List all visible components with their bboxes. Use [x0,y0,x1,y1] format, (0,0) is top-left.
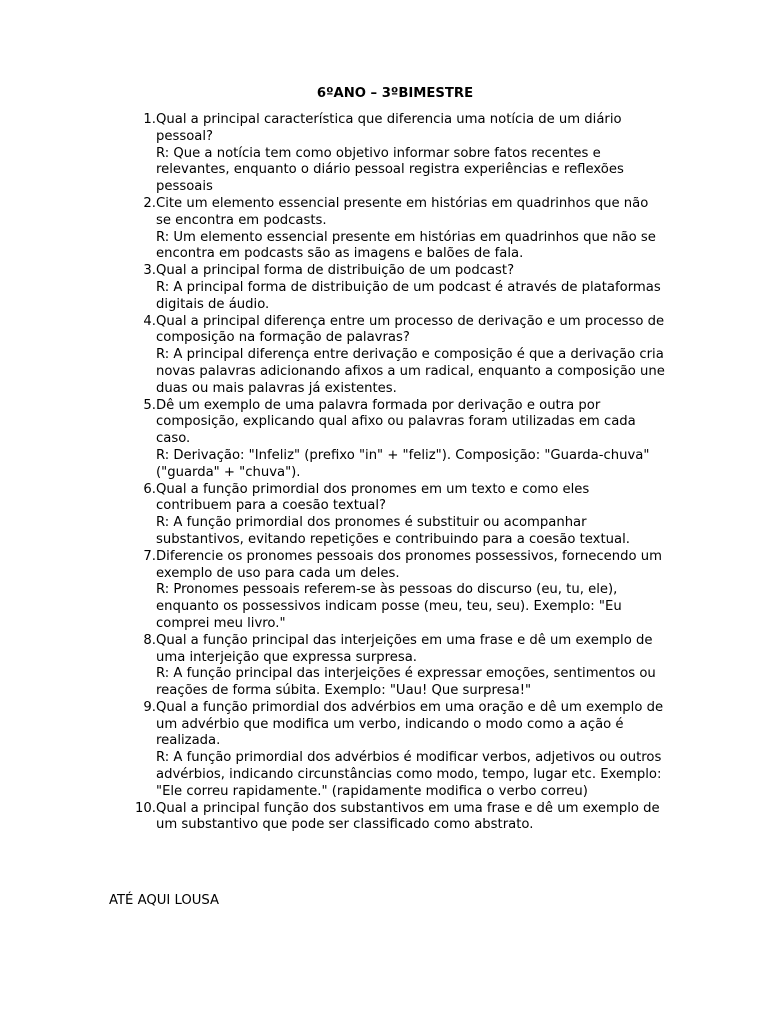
question-text: Qual a principal função dos substantivos em uma frase e dê um exemplo de um substantivo que pode ser classificado como abstrato. [156,800,660,833]
answer-text: R: Que a notícia tem como objetivo informar sobre fatos recentes e relevantes, enquanto o diário pessoal registra experiências e reflexões pessoais [156,145,624,195]
question-item [143,397,666,482]
question-text: Qual a função principal das interjeições em uma frase e dê um exemplo de uma interjeição que expressa surpresa. [156,632,653,665]
answer-text: R: A principal forma de distribuição de um podcast é através de plataformas digitais de áudio. [156,279,661,312]
question-text: Diferencie os pronomes pessoais dos pronomes possessivos, fornecendo um exemplo de uso para cada um deles. [156,548,662,581]
question-item [143,632,666,700]
question-number: 4. [143,313,156,329]
question-number: 9. [143,699,156,715]
question-item [143,112,666,196]
question-item [143,195,666,263]
footer-note: ATÉ AQUI LOUSA [109,893,220,908]
question-item [143,699,666,801]
question-number: 6. [143,481,156,497]
question-text: Qual a função primordial dos pronomes em um texto e como eles contribuem para a coesão textual? [156,481,590,514]
question-item [143,548,666,633]
answer-text: R: A função primordial dos advérbios é modificar verbos, adjetivos ou outros advérbios, indicando circunstâncias como modo, tempo, lugar etc. Exemplo: "Ele correu rapidamente." (rapidamente modifica o verbo correu) [156,750,662,799]
answer-text: R: A principal diferença entre derivação e composição é que a derivação cria novas palavras adicionando afixos a um radical, enquanto a composição une duas ou mais palavras já existentes. [156,347,665,396]
question-number: 10. [135,800,156,816]
question-item [135,800,666,835]
question-item [143,313,666,398]
question-item [143,481,666,549]
question-text: Dê um exemplo de uma palavra formada por derivação e outra por composição, explicando qual afixo ou palavras foram utilizadas em cada caso. [156,397,636,447]
question-text: Qual a principal forma de distribuição de um podcast? [156,263,515,279]
question-text: Qual a função primordial dos advérbios em uma oração e dê um exemplo de um advérbio que modifica um verbo, indicando o modo como a ação é realizada. [156,699,664,749]
question-number: 2. [143,195,156,211]
question-list [135,112,666,834]
answer-text: R: Pronomes pessoais referem-se às pessoas do discurso (eu, tu, ele), enquanto os possessivos indicam posse (meu, teu, seu). Exemplo: "Eu comprei meu livro." [156,582,622,631]
question-text: Qual a principal característica que diferencia uma notícia de um diário pessoal? [156,112,622,144]
answer-text: R: A função principal das interjeições é expressar emoções, sentimentos ou reações de forma súbita. Exemplo: "Uau! Que surpresa!" [156,666,656,699]
question-number: 7. [143,548,156,564]
question-number: 5. [143,397,156,413]
answer-text: R: Um elemento essencial presente em histórias em quadrinhos que não se encontra em podcasts são as imagens e balões de fala. [156,229,656,262]
question-number: 3. [143,263,156,279]
question-number: 1. [143,112,156,127]
page-title: 6ºANO – 3ºBIMESTRE [316,86,474,101]
answer-text: R: Derivação: "Infeliz" (prefixo "in" + "feliz"). Composição: "Guarda-chuva" ("guarda" + "chuva"). [156,447,650,480]
question-text: Qual a principal diferença entre um processo de derivação e um processo de composição na formação de palavras? [156,313,665,346]
question-number: 8. [143,632,156,648]
question-item [143,263,666,313]
question-text: Cite um elemento essencial presente em histórias em quadrinhos que não se encontra em podcasts. [156,195,649,228]
answer-text: R: A função primordial dos pronomes é substituir ou acompanhar substantivos, evitando repetições e contribuindo para a coesão textual. [156,515,630,547]
